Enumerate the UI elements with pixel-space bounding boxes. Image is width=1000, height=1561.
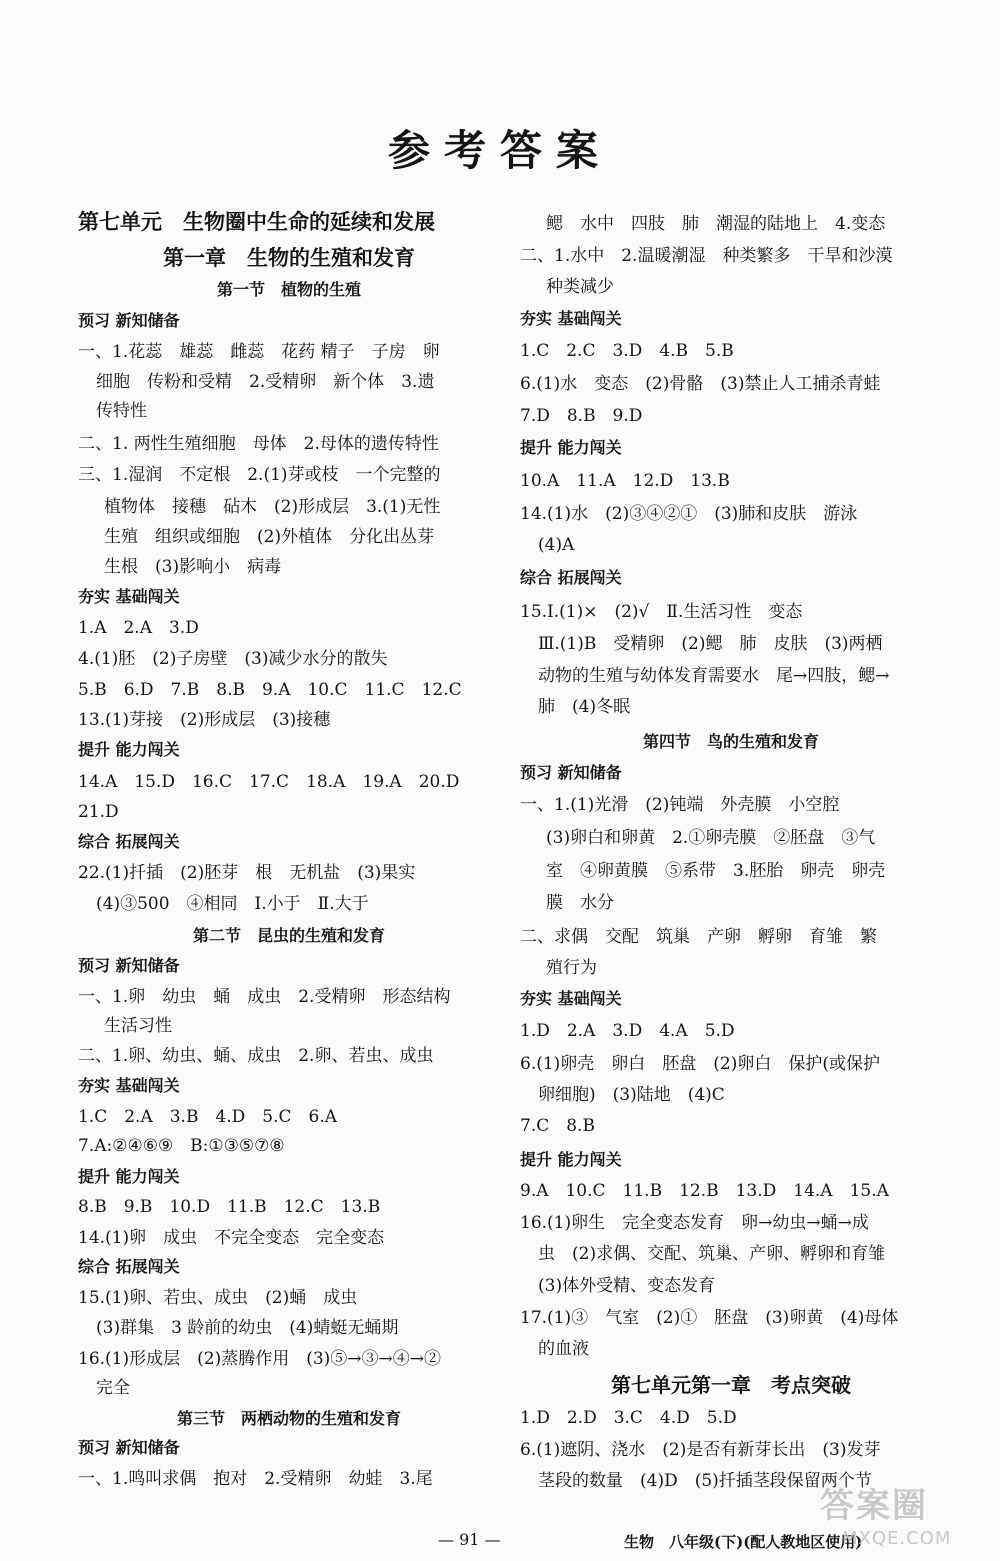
answer-line: (3)群集 3 龄前的幼虫 (4)蜻蜓无蛹期: [96, 1318, 399, 1338]
answer-line: 14.A 15.D 16.C 17.C 18.A 19.A 20.D: [78, 772, 460, 792]
watermark-top-text: 答案圈: [820, 1486, 928, 1526]
subsection-label: 预习 新知储备: [520, 763, 622, 782]
answer-line: 生根 (3)影响小 病毒: [104, 557, 282, 577]
subsection-label: 综合 拓展闯关: [78, 1257, 180, 1276]
answer-line: 1.A 2.A 3.D: [78, 618, 199, 638]
answer-line: 二、1.卵、幼虫、蛹、成虫 2.卵、若虫、成虫: [78, 1046, 434, 1066]
answer-line: 二、1.水中 2.温暖潮湿 种类繁多 干旱和沙漠: [520, 246, 893, 266]
answer-line: 肺 (4)冬眠: [538, 697, 631, 717]
answer-line: 虫 (2)求偶、交配、筑巢、产卵、孵卵和育雏: [538, 1244, 886, 1264]
answer-line: 生殖 组织或细胞 (2)外植体 分化出丛芽: [104, 527, 435, 547]
answer-line: 三、1.湿润 不定根 2.(1)芽或枝 一个完整的: [78, 465, 441, 485]
answer-line: 膜 水分: [546, 893, 614, 913]
answer-line: (4)A: [538, 535, 575, 555]
answer-line: 10.A 11.A 12.D 13.B: [520, 471, 730, 491]
answer-line: 7.D 8.B 9.D: [520, 406, 643, 426]
answer-line: 种类减少: [546, 277, 614, 297]
answer-line: 9.A 10.C 11.B 12.B 13.D 14.A 15.A: [520, 1181, 889, 1201]
answer-line: 室 ④卵黄膜 ⑤系带 3.胚胎 卵壳 卵壳: [546, 861, 886, 881]
section-heading: 第二节 昆虫的生殖和发育: [192, 926, 385, 945]
answer-line: 植物体 接穗 砧木 (2)形成层 3.(1)无性: [104, 497, 441, 517]
answer-line: 传特性: [96, 401, 147, 421]
answer-line: (4)③500 ④相同 Ⅰ.小于 Ⅱ.大于: [96, 894, 369, 914]
subsection-label: 预习 新知储备: [78, 311, 180, 330]
section-heading: 第三节 两栖动物的生殖和发育: [176, 1409, 401, 1428]
watermark-logo: [812, 1478, 992, 1556]
subsection-label: 预习 新知储备: [78, 1438, 180, 1457]
answer-line: 生活习性: [104, 1016, 172, 1036]
answer-line: (3)体外受精、变态发育: [538, 1276, 716, 1296]
answer-line: 14.(1)水 (2)③④②① (3)肺和皮肤 游泳: [520, 504, 858, 524]
answer-line: 14.(1)卵 成虫 不完全变态 完全变态: [78, 1228, 385, 1248]
answer-line: 一、1.花蕊 雄蕊 雌蕊 花药 精子 子房 卵: [78, 342, 440, 362]
page-number: — 91 —: [438, 1530, 501, 1549]
answer-line: 15.Ⅰ.(1)× (2)√ Ⅱ.生活习性 变态: [520, 602, 803, 622]
answer-line: 二、1. 两性生殖细胞 母体 2.母体的遗传特性: [78, 434, 439, 454]
subsection-label: 提升 能力闯关: [78, 740, 180, 759]
answer-line: (3)卵白和卵黄 2.①卵壳膜 ②胚盘 ③气: [546, 828, 876, 848]
chapter-heading: 第一章 生物的生殖和发育: [163, 245, 415, 270]
answer-line: 6.(1)卵壳 卵白 胚盘 (2)卵白 保护(或保护: [520, 1054, 881, 1074]
section-heading: 第一节 植物的生殖: [216, 280, 361, 299]
answer-line: 一、1.卵 幼虫 蛹 成虫 2.受精卵 形态结构: [78, 987, 451, 1007]
subsection-label: 提升 能力闯关: [520, 1150, 622, 1169]
answer-line: 15.(1)卵、若虫、成虫 (2)蛹 成虫: [78, 1288, 358, 1308]
book-info: 生物 八年级(下)(配人教地区使用): [624, 1533, 863, 1551]
answer-line: 17.(1)③ 气室 (2)① 胚盘 (3)卵黄 (4)母体: [520, 1308, 899, 1328]
subsection-label: 综合 拓展闯关: [78, 832, 180, 851]
answer-line: 1.D 2.A 3.D 4.A 5.D: [520, 1021, 735, 1041]
answer-line: 6.(1)遮阴、浇水 (2)是否有新芽长出 (3)发芽: [520, 1440, 881, 1460]
answer-line: 1.D 2.D 3.C 4.D 5.D: [520, 1408, 737, 1428]
answer-line: 22.(1)扦插 (2)胚芽 根 无机盐 (3)果实: [78, 863, 416, 883]
watermark-bottom-text: MXQE.COM: [842, 1528, 952, 1549]
answer-line: 13.(1)芽接 (2)形成层 (3)接穗: [78, 710, 331, 730]
answer-line: 5.B 6.D 7.B 8.B 9.A 10.C 11.C 12.C: [78, 680, 462, 700]
answer-line: 一、1.(1)光滑 (2)钝端 外壳膜 小空腔: [520, 795, 840, 815]
subsection-label: 综合 拓展闯关: [520, 568, 622, 587]
answer-line: 卵细胞) (3)陆地 (4)C: [538, 1085, 725, 1105]
chapter-review-heading: 第七单元第一章 考点突破: [611, 1373, 851, 1397]
answer-line: 7.C 8.B: [520, 1116, 595, 1136]
answer-line: 细胞 传粉和受精 2.受精卵 新个体 3.遗: [96, 372, 435, 392]
unit-heading: 第七单元 生物圈中生命的延续和发展: [78, 209, 435, 234]
subsection-label: 夯实 基础闯关: [520, 309, 622, 328]
answer-line: 1.C 2.A 3.B 4.D 5.C 6.A: [78, 1107, 338, 1127]
answer-line: 8.B 9.B 10.D 11.B 12.C 13.B: [78, 1197, 381, 1217]
subsection-label: 夯实 基础闯关: [78, 1076, 180, 1095]
answer-line: 21.D: [78, 802, 119, 822]
answer-line: 7.A:②④⑥⑨ B:①③⑤⑦⑧: [78, 1136, 285, 1156]
answer-line: 完全: [96, 1378, 130, 1398]
subsection-label: 夯实 基础闯关: [78, 587, 180, 606]
subsection-label: 提升 能力闯关: [78, 1167, 180, 1186]
answer-line: 殖行为: [546, 958, 597, 978]
answer-line: 16.(1)形成层 (2)蒸腾作用 (3)⑤→③→④→②: [78, 1349, 442, 1369]
answer-line: Ⅲ.(1)B 受精卵 (2)鳃 肺 皮肤 (3)两栖: [538, 634, 883, 654]
section-heading: 第四节 鸟的生殖和发育: [642, 732, 819, 751]
answer-line: 鳃 水中 四肢 肺 潮湿的陆地上 4.变态: [546, 214, 886, 234]
answer-line: 二、求偶 交配 筑巢 产卵 孵卵 育雏 繁: [520, 927, 877, 947]
answer-line: 1.C 2.C 3.D 4.B 5.B: [520, 341, 734, 361]
answer-line: 16.(1)卵生 完全变态发育 卵→幼虫→蛹→成: [520, 1213, 869, 1233]
answer-line: 的血液: [538, 1339, 589, 1359]
answer-line: 6.(1)水 变态 (2)骨骼 (3)禁止人工捕杀青蛙: [520, 374, 881, 394]
answer-line: 一、1.鸣叫求偶 抱对 2.受精卵 幼蛙 3.尾: [78, 1469, 433, 1489]
subsection-label: 提升 能力闯关: [520, 438, 622, 457]
subsection-label: 夯实 基础闯关: [520, 989, 622, 1008]
answer-line: 茎段的数量 (4)D (5)扦插茎段保留两个节: [538, 1471, 872, 1491]
page-title: 参考答案: [387, 126, 612, 175]
answer-line: 动物的生殖与幼体发育需要水 尾→四肢，鳃→: [538, 666, 890, 686]
subsection-label: 预习 新知储备: [78, 956, 180, 975]
answer-line: 4.(1)胚 (2)子房壁 (3)减少水分的散失: [78, 649, 388, 669]
